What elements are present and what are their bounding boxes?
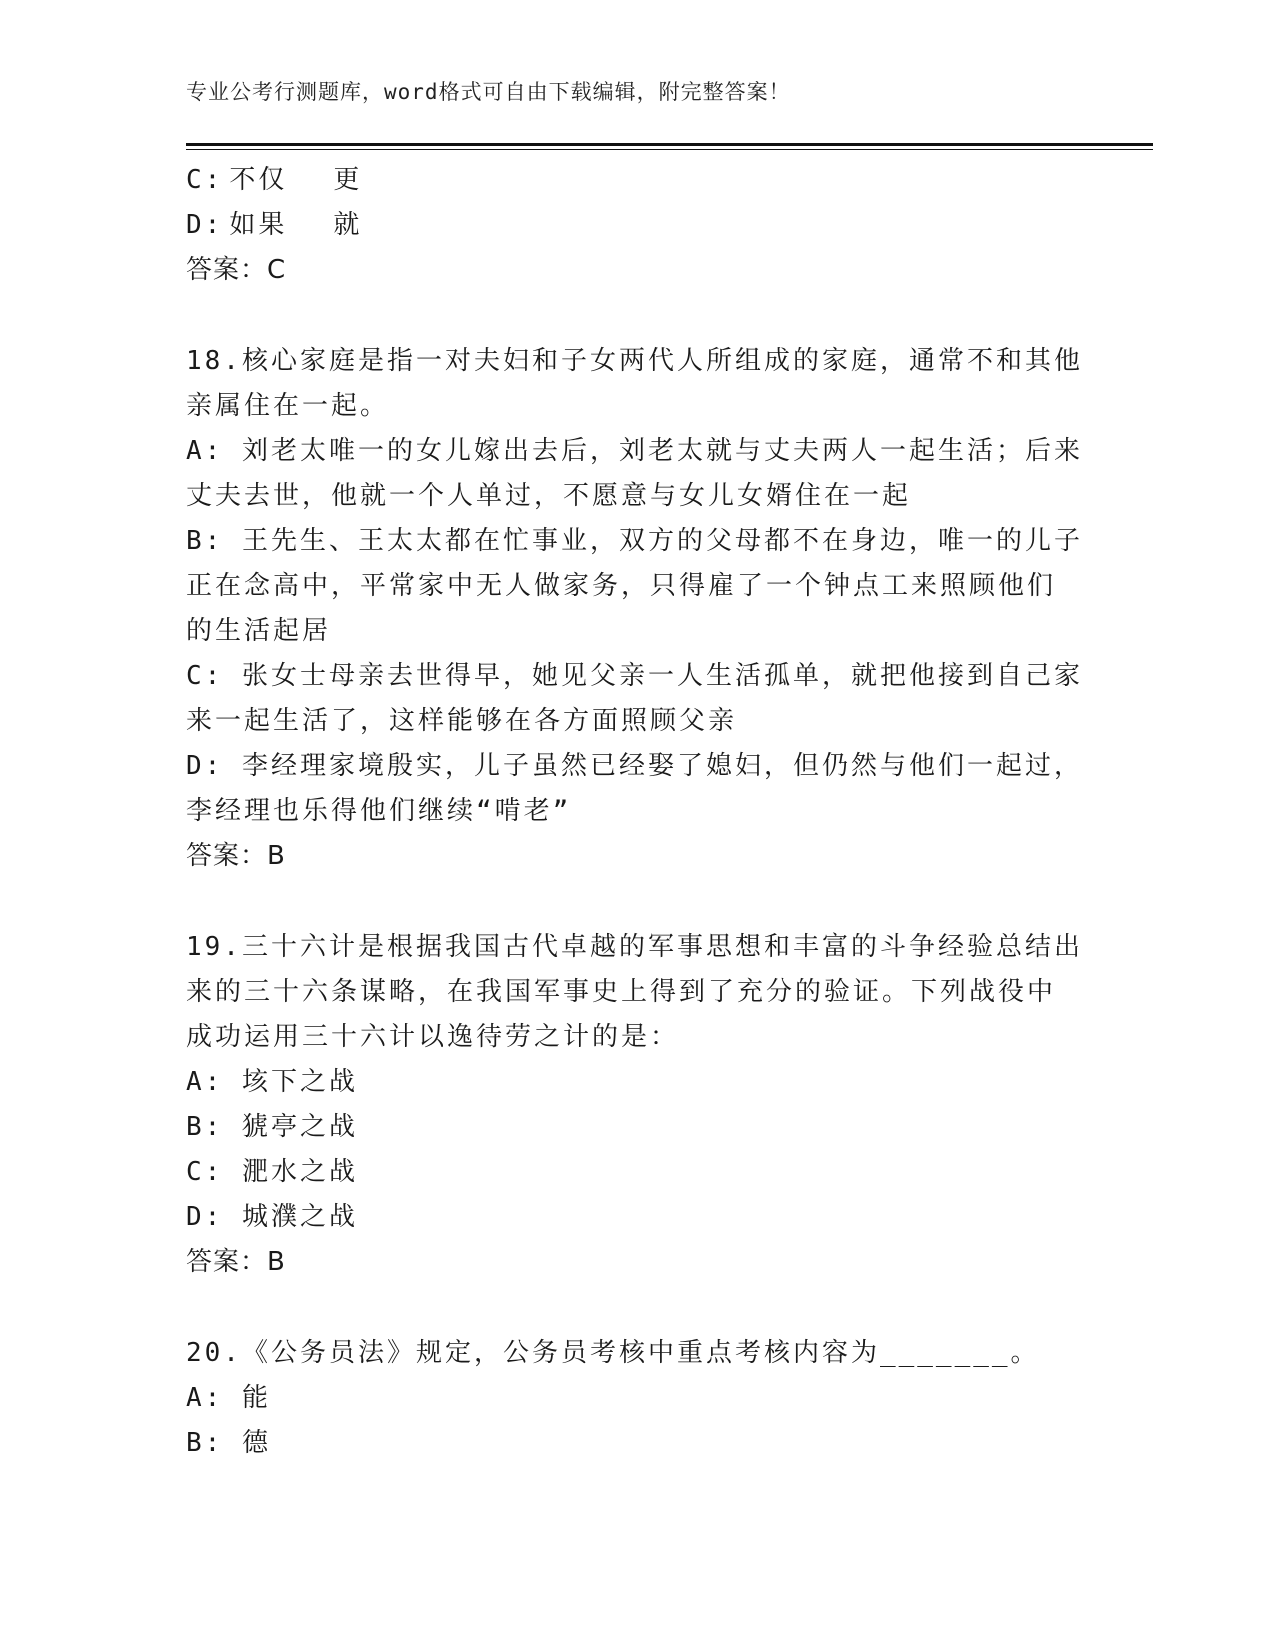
q18-option-b-line: B: 王先生、王太太都在忙事业，双方的父母都不在身边，唯一的儿子 [186,526,1083,556]
q20-stem: 20.《公务员法》规定，公务员考核中重点考核内容为_______。 [186,1338,1040,1368]
q19-answer: 答案：B [186,1247,286,1277]
q18-stem-line: 18.核心家庭是指一对夫妇和子女两代人所组成的家庭，通常不和其他 [186,346,1083,376]
q19-option-a: A: 垓下之战 [186,1067,358,1097]
q19-stem-line: 来的三十六条谋略，在我国军事史上得到了充分的验证。下列战役中 [186,977,1057,1007]
q20-option-a: A: 能 [186,1383,271,1413]
q18-option-a-line: A: 刘老太唯一的女儿嫁出去后，刘老太就与丈夫两人一起生活；后来 [186,436,1083,466]
q20-option-b: B: 德 [186,1428,271,1458]
q18-answer: 答案：B [186,841,286,871]
q19-option-c: C: 淝水之战 [186,1157,358,1187]
question-content [186,158,1086,1466]
q17-option-c: C: 不仅 更 [186,165,363,195]
q19-stem-line: 成功运用三十六计以逸待劳之计的是： [186,1022,680,1052]
header-divider-thin [186,149,1153,150]
q18-stem-line: 亲属住在一起。 [186,391,390,421]
page-header: 专业公考行测题库，word格式可自由下载编辑，附完整答案！ [186,80,791,104]
q17-option-d: D: 如果 就 [186,210,363,240]
q17-answer: 答案：C [186,255,287,285]
q19-option-b: B: 猇亭之战 [186,1112,358,1142]
q18-option-a-line: 丈夫去世，他就一个人单过，不愿意与女儿女婿住在一起 [186,481,912,511]
q19-stem-line: 19.三十六计是根据我国古代卓越的军事思想和丰富的斗争经验总结出 [186,932,1083,962]
q18-option-b-line: 正在念高中，平常家中无人做家务，只得雇了一个钟点工来照顾他们 [186,571,1057,601]
q18-option-c-line: C: 张女士母亲去世得早，她见父亲一人生活孤单，就把他接到自己家 [186,661,1083,691]
header-divider-thick [186,143,1153,146]
q18-option-d-line: D: 李经理家境殷实，儿子虽然已经娶了媳妇，但仍然与他们一起过， [186,751,1083,781]
q19-option-d: D: 城濮之战 [186,1202,358,1232]
q18-option-c-line: 来一起生活了，这样能够在各方面照顾父亲 [186,706,738,736]
q18-option-d-line: 李经理也乐得他们继续“啃老” [186,796,572,826]
q18-option-b-line: 的生活起居 [186,616,332,646]
